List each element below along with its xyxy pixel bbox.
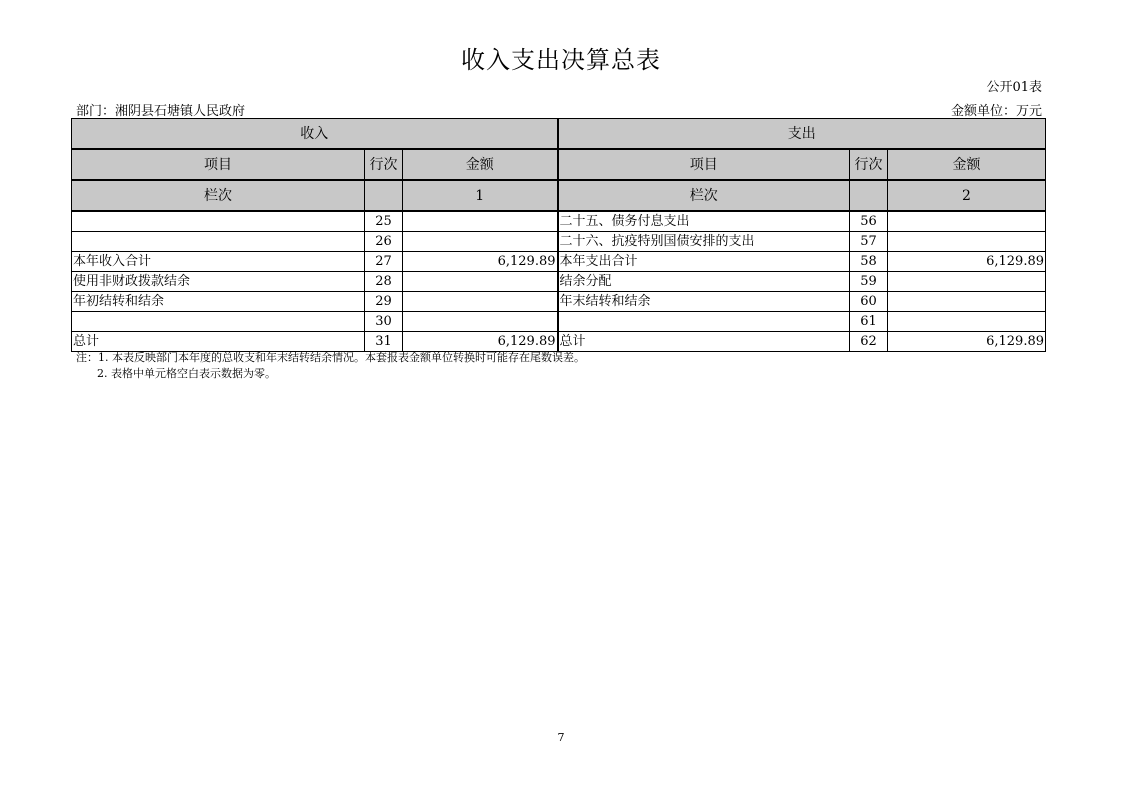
header-row-sections (72, 119, 1046, 150)
table-row (72, 332, 1046, 352)
department-label: 部门：湘阴县石塘镇人民政府 (76, 104, 246, 119)
table-row (72, 272, 1046, 292)
expense-row-no-cell: 56 (850, 211, 888, 232)
income-expense-table (71, 118, 1046, 352)
table-row (72, 232, 1046, 252)
expense-section-header: 支出 (558, 119, 1046, 150)
expense-item-cell: 年末结转和结余 (558, 292, 850, 312)
income-amount-cell (403, 272, 558, 292)
income-amount-cell (403, 232, 558, 252)
income-section-header: 收入 (72, 119, 558, 150)
expense-column-no-label: 栏次 (558, 180, 850, 211)
income-row-no-cell: 26 (365, 232, 403, 252)
income-column-number: 1 (403, 180, 558, 211)
income-amount-cell (403, 312, 558, 332)
expense-item-cell (558, 312, 850, 332)
expense-row-no-header: 行次 (850, 149, 888, 180)
expense-amount-cell (888, 211, 1046, 232)
table-notes (76, 350, 585, 382)
income-amount-cell (403, 211, 558, 232)
header-row-columns (72, 149, 1046, 180)
expense-item-cell: 本年支出合计 (558, 252, 850, 272)
income-row-no-cell: 28 (365, 272, 403, 292)
income-item-cell: 总计 (72, 332, 365, 352)
expense-row-no-cell: 62 (850, 332, 888, 352)
table-row (72, 312, 1046, 332)
expense-column-no-blank (850, 180, 888, 211)
income-item-cell: 使用非财政拨款结余 (72, 272, 365, 292)
income-item-cell (72, 211, 365, 232)
income-item-cell (72, 312, 365, 332)
expense-row-no-cell: 57 (850, 232, 888, 252)
expense-amount-cell: 6,129.89 (888, 332, 1046, 352)
table-row (72, 211, 1046, 232)
income-item-cell (72, 232, 365, 252)
expense-row-no-cell: 59 (850, 272, 888, 292)
income-column-no-label: 栏次 (72, 180, 365, 211)
income-row-no-cell: 29 (365, 292, 403, 312)
expense-amount-cell: 6,129.89 (888, 252, 1046, 272)
expense-row-no-cell: 61 (850, 312, 888, 332)
income-item-cell: 本年收入合计 (72, 252, 365, 272)
expense-item-cell: 结余分配 (558, 272, 850, 292)
form-code: 公开01表 (986, 80, 1042, 95)
expense-amount-header: 金额 (888, 149, 1046, 180)
expense-item-cell: 总计 (558, 332, 850, 352)
expense-column-number: 2 (888, 180, 1046, 211)
expense-amount-cell (888, 292, 1046, 312)
income-amount-cell (403, 292, 558, 312)
page-number: 7 (557, 731, 565, 744)
income-item-cell: 年初结转和结余 (72, 292, 365, 312)
expense-amount-cell (888, 232, 1046, 252)
income-row-no-cell: 31 (365, 332, 403, 352)
expense-row-no-cell: 60 (850, 292, 888, 312)
table-row (72, 252, 1046, 272)
expense-row-no-cell: 58 (850, 252, 888, 272)
income-amount-cell: 6,129.89 (403, 332, 558, 352)
expense-item-cell: 二十六、抗疫特别国债安排的支出 (558, 232, 850, 252)
income-item-header: 项目 (72, 149, 365, 180)
income-row-no-cell: 25 (365, 211, 403, 232)
income-amount-cell: 6,129.89 (403, 252, 558, 272)
header-row-column-numbers (72, 180, 1046, 211)
note-line-2: 2. 表格中单元格空白表示数据为零。 (97, 367, 276, 380)
income-row-no-cell: 30 (365, 312, 403, 332)
page-title: 收入支出决算总表 (461, 46, 661, 74)
expense-amount-cell (888, 312, 1046, 332)
income-amount-header: 金额 (403, 149, 558, 180)
expense-item-header: 项目 (558, 149, 850, 180)
income-column-no-blank (365, 180, 403, 211)
note-line-1: 注：1. 本表反映部门本年度的总收支和年末结转结余情况。本套报表金额单位转换时可能存在尾数误差。 (76, 351, 585, 364)
expense-amount-cell (888, 272, 1046, 292)
amount-unit-label: 金额单位：万元 (950, 104, 1042, 119)
income-row-no-cell: 27 (365, 252, 403, 272)
income-row-no-header: 行次 (365, 149, 403, 180)
expense-item-cell: 二十五、债务付息支出 (558, 211, 850, 232)
table-row (72, 292, 1046, 312)
